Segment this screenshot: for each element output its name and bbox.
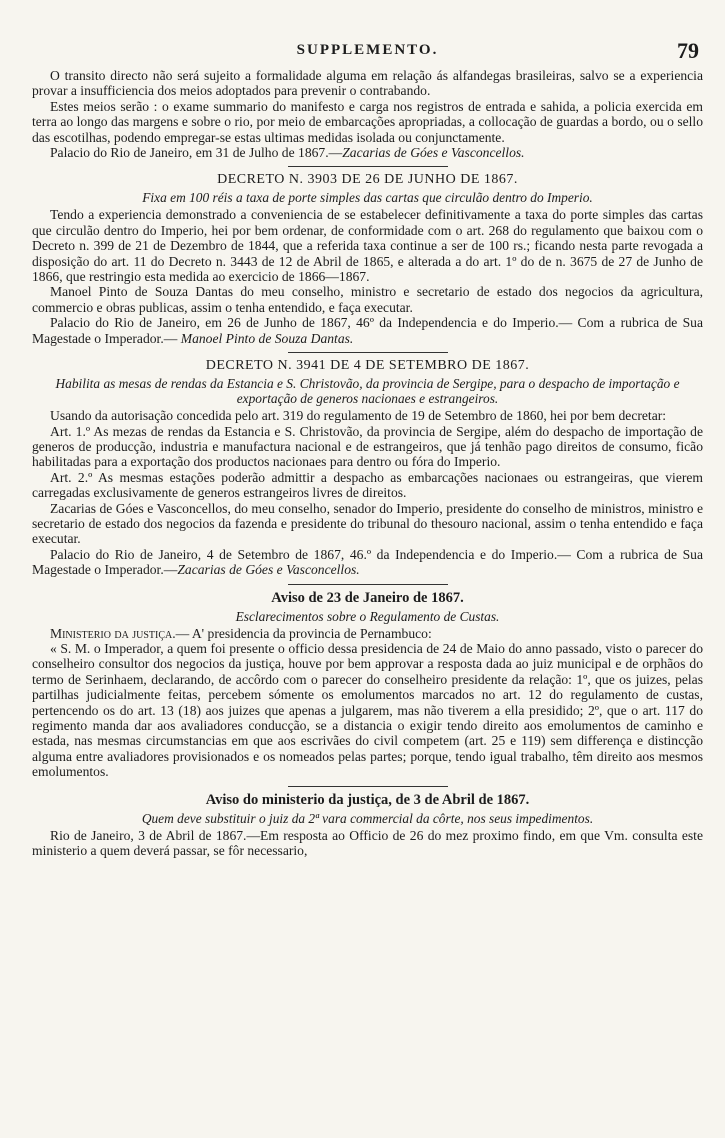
intro-signature-name: Zacarias de Góes e Vasconcellos. xyxy=(342,145,525,161)
aviso-january-body: « S. M. o Imperador, a quem foi presente o officio dessa presidencia de 24 de Maio do anno passado, visto o parecer do conselheiro consultor dos negocios da justiça, houve por bem approvar a resposta dada ao juiz municipal e de orphãos do termo de Serinhaem, declarando, de accôrdo com o parecer do conselheiro presidente da relação: 1º, que os juizes, pelas partilhas judicialmente feitas, percebem sómente os emolumentos marcados no art. 12 do regulamento de custas, pertencendo os do art. 13 (18) aos juizes que apenas a julgarem, mas não tiverem a ella presidido; 2º, que o art. 117 do regimento manda dar aos avaliadores conducção, se a distancia o exigir tendo direito aos emolumentos de caminho e estada, nas mesmas circumstancias em que aos escrivães do civil competem (art. 25 e 119) sem differença e distincção alguma entre avaliadores provisionados e os nomeados pelas partes; porque, tendo igual trabalho, têm direito aos mesmos emolumentos. xyxy=(32,640,703,780)
decree-3941-signature xyxy=(32,547,703,578)
aviso-april-body: Rio de Janeiro, 3 de Abril de 1867.—Em resposta ao Officio de 26 do mez proximo findo, em que Vm. consulta este ministerio a quem deverá passar, se fôr necessario, xyxy=(32,827,703,859)
divider-rule xyxy=(288,352,448,353)
divider-rule xyxy=(288,584,448,585)
page-header xyxy=(32,38,703,68)
decree-3941-title: DECRETO N. 3941 DE 4 DE SETEMBRO DE 1867. xyxy=(205,358,530,374)
decree-3903-signature-text: Palacio do Rio de Janeiro, em 26 de Junho de 1867, 46º da Independencia e do Imperio.— Com a rubrica de Sua Magestade o Imperador.— xyxy=(32,315,703,346)
intro-signature-text: Palacio do Rio de Janeiro, em 31 de Julho de 1867.— xyxy=(50,145,343,161)
aviso-january-section xyxy=(32,590,703,780)
intro-section xyxy=(32,68,703,160)
aviso-january-address xyxy=(32,626,703,641)
decree-3941-paragraph-1: Usando da autorisação concedida pelo art. 319 do regulamento de 19 de Setembro de 1860, hei por bem decretar: xyxy=(50,408,667,424)
decree-3903-signature-name: Manoel Pinto de Souza Dantas. xyxy=(180,330,354,346)
page-number: 79 xyxy=(677,38,699,63)
aviso-january-lead: — A' presidencia da provincia de Pernambuco: xyxy=(175,625,432,641)
decree-3903-signature xyxy=(32,315,703,346)
decree-3941-signature-text: Palacio do Rio de Janeiro, 4 de Setembro de 1867, 46.º da Independencia e do Imperio.— Com a rubrica de Sua Magestade o Imperador.— xyxy=(32,546,703,578)
decree-3903-paragraph-1: Tendo a experiencia demonstrado a conveniencia de se estabelecer definitivamente a taxa do porte simples das cartas que circulão dentro do Imperio, hei por bem ordenar, de conformidade com o art. 268 do regulamento que baixou com o Decreto n. 399 de 21 de Dezembro de 1844, que a referida taxa continue a ser de 100 rs.; ficando nesta parte revogada a disposição do art. 11 do Decreto n. 3443 de 12 de Abril de 1865, e alterada a do art. 1º do de n. 3675 de 27 de Junho de 1866, que restringio esta medida ao exercicio de 1866—1867. xyxy=(32,207,703,285)
decree-3903-paragraph-2: Manoel Pinto de Souza Dantas do meu conselho, ministro e secretario de estado dos negocios da agricultura, commercio e obras publicas, assim o tenha entendido, e faça executar. xyxy=(32,284,703,315)
decree-3941-subtitle: Habilita as mesas de rendas da Estancia e S. Christovão, da provincia de Sergipe, para o despacho de importação e exportação de generos nacionaes e estrangeiros. xyxy=(55,376,680,407)
divider-rule xyxy=(288,786,448,787)
running-title: SUPPLEMENTO. xyxy=(296,42,439,58)
decree-3941-section xyxy=(32,358,703,577)
decree-3903-section xyxy=(32,172,703,346)
intro-signature xyxy=(32,145,703,160)
aviso-january-title: Aviso de 23 de Janeiro de 1867. xyxy=(271,589,464,606)
decree-3903-subtitle: Fixa em 100 réis a taxa de porte simples das cartas que circulão dentro do Imperio. xyxy=(142,190,593,206)
aviso-january-subtitle: Esclarecimentos sobre o Regulamento de Custas. xyxy=(235,608,500,624)
decree-3941-signature-name: Zacarias de Góes e Vasconcellos. xyxy=(177,562,360,578)
intro-paragraph-1: O transito directo não será sujeito a formalidade alguma em relação ás alfandegas brasileiras, salvo se a experiencia provar a insufficiencia dos meios adoptados para prevenir o contrabando. xyxy=(32,68,703,99)
decree-3941-article-1: Art. 1.º As mezas de rendas da Estancia e S. Christovão, da provincia de Sergipe, além do despacho de importação de generos de producção, industria e manufactura nacional e de estrangeiros, que já tenhão pago direitos de consumo, ficão habilitadas para a exportação dos productos nacionaes para dentro ou fóra do Imperio. xyxy=(32,423,703,470)
ministry-label: Ministerio da justiça. xyxy=(50,625,176,641)
decree-3903-title: DECRETO N. 3903 DE 26 DE JUNHO DE 1867. xyxy=(217,172,518,188)
aviso-april-section xyxy=(32,792,703,859)
intro-paragraph-2: Estes meios serão : o exame summario do manifesto e carga nos registros de entrada e sahida, a policia exercida em terra ao longo das margens e sobre o rio, por meio de embarcações apropriadas, a collocação de guardas a bordo, ou o sello das escotilhas, podendo empregar-se estas ultimas medidas isolada ou conjunctamente. xyxy=(32,98,703,145)
divider-rule xyxy=(288,166,448,167)
decree-3941-paragraph-4: Zacarias de Góes e Vasconcellos, do meu conselho, senador do Imperio, presidente do conselho de ministros, ministro e secretario de estado dos negocios da fazenda e presidente do tribunal do thesouro nacional, assim o tenha entendido e faça executar. xyxy=(32,500,703,547)
decree-3941-article-2: Art. 2.º As mesmas estações poderão admittir a despacho as embarcações nacionaes ou estrangeiras, que vierem carregadas exclusivamente de generos estrangeiros livres de direitos. xyxy=(32,469,703,501)
aviso-april-subtitle: Quem deve substituir o juiz da 2ª vara commercial da côrte, nos seus impedimentos. xyxy=(141,810,594,826)
aviso-april-title: Aviso do ministerio da justiça, de 3 de Abril de 1867. xyxy=(205,791,530,808)
